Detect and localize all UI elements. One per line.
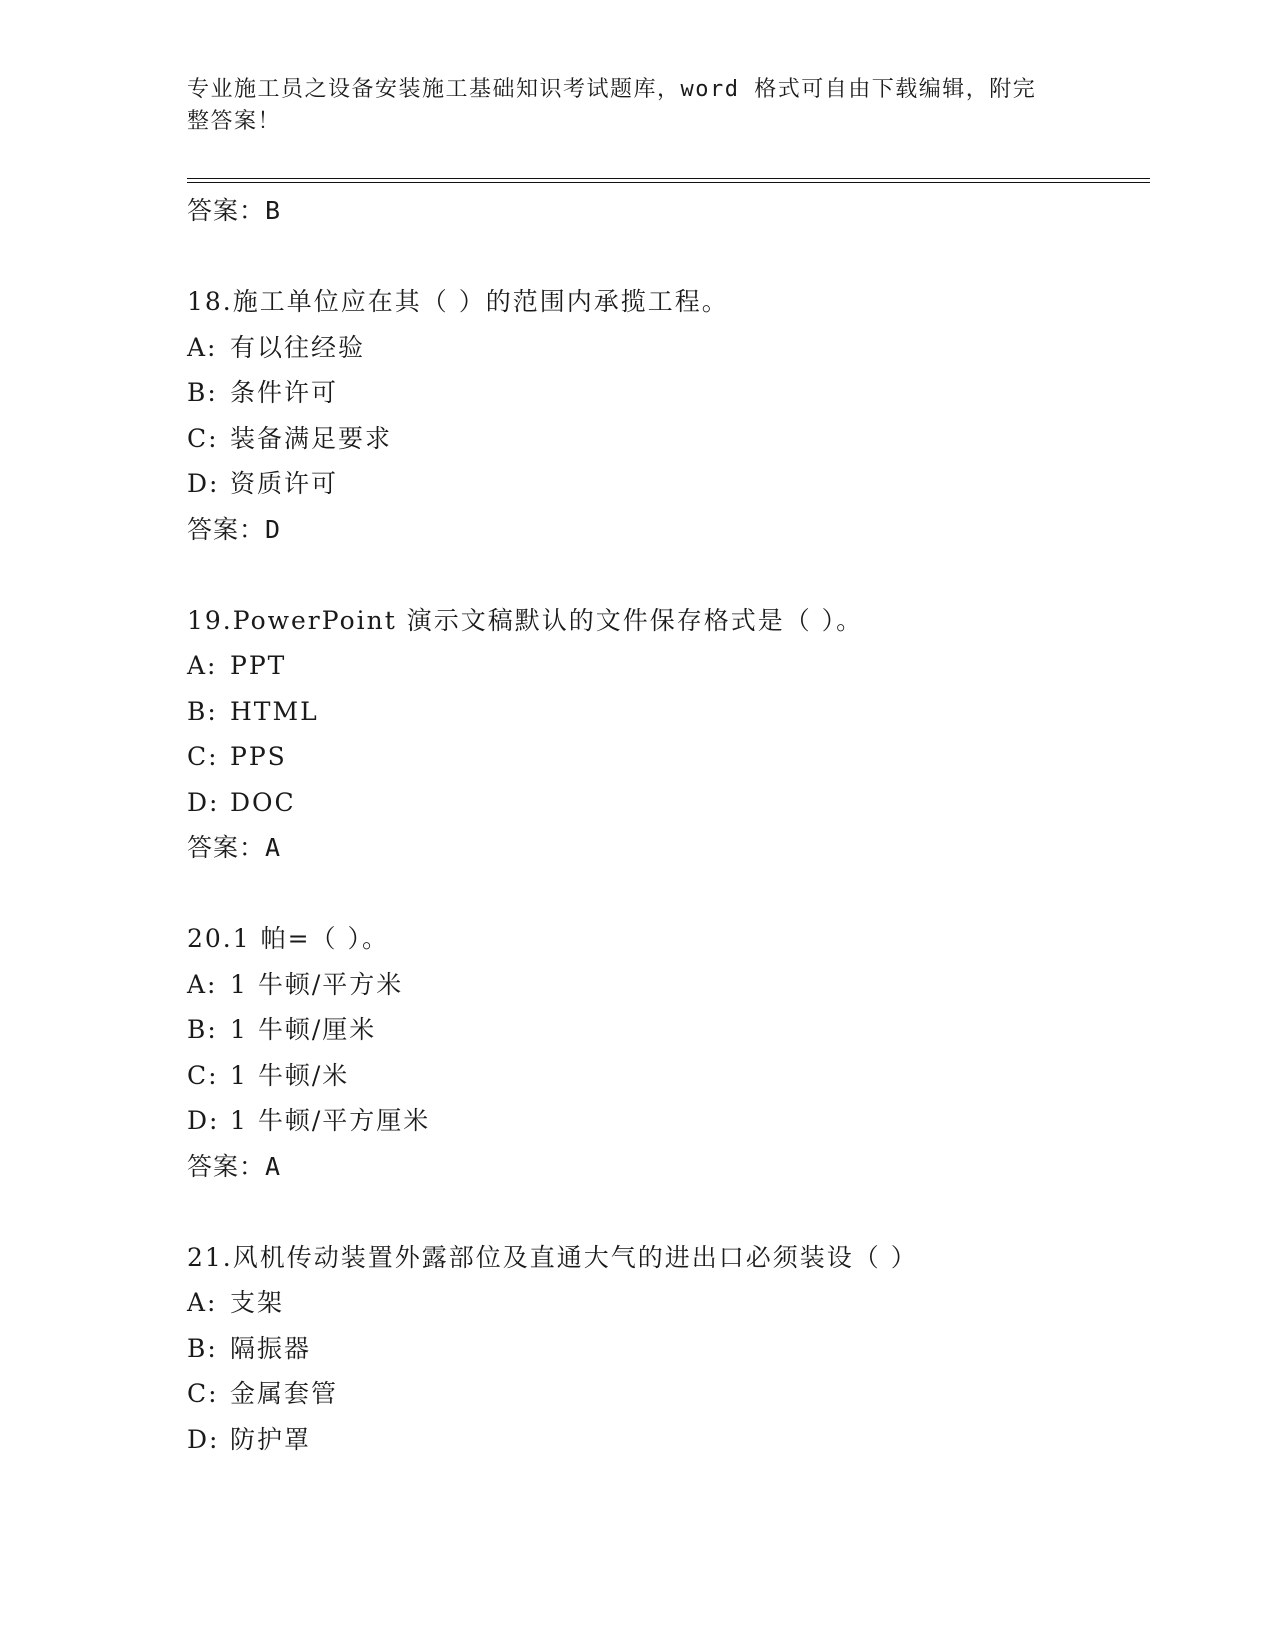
option-d — [187, 461, 1147, 507]
spacer — [187, 234, 1147, 280]
option-label: A: — [187, 651, 218, 680]
page-header — [187, 74, 1067, 138]
option-label: A: — [187, 1288, 218, 1317]
question-18 — [187, 279, 1147, 552]
option-a — [187, 643, 1147, 689]
option-a — [187, 325, 1147, 371]
option-a — [187, 1280, 1147, 1326]
option-b — [187, 370, 1147, 416]
option-text: HTML — [230, 696, 319, 726]
option-text: PPT — [230, 651, 287, 680]
option-label: B: — [187, 696, 218, 726]
option-text: PPS — [230, 742, 287, 771]
question-list — [187, 188, 1147, 1462]
answer-line: 答案：B — [187, 196, 282, 225]
answer-line: 答案：A — [187, 833, 282, 862]
question-21 — [187, 1235, 1147, 1463]
answer-line: 答案：D — [187, 514, 282, 544]
option-text: 隔振器 — [230, 1333, 312, 1363]
option-text: 有以往经验 — [230, 332, 366, 362]
option-d — [187, 1417, 1147, 1463]
question-stem: 18.施工单位应在其（ ）的范围内承揽工程。 — [187, 287, 729, 316]
option-label: B: — [187, 1015, 218, 1044]
option-d — [187, 1098, 1147, 1144]
option-text: 资质许可 — [230, 469, 339, 498]
option-text: 1 牛顿/厘米 — [230, 1015, 377, 1044]
spacer — [187, 871, 1147, 917]
question-stem: 20.1 帕=（ ）。 — [187, 924, 390, 953]
option-text: DOC — [230, 787, 296, 817]
option-label: B: — [187, 1333, 218, 1363]
option-b — [187, 1007, 1147, 1053]
header-line-1: 专业施工员之设备安装施工基础知识考试题库，word 格式可自由下载编辑，附完 — [187, 77, 1037, 102]
option-label: C: — [187, 742, 219, 771]
option-label: D: — [187, 1106, 220, 1135]
question-19 — [187, 598, 1147, 871]
option-text: 金属套管 — [230, 1379, 339, 1408]
header-line-2: 整答案！ — [187, 109, 282, 134]
spacer — [187, 1189, 1147, 1235]
option-label: D: — [187, 787, 220, 817]
option-text: 防护罩 — [230, 1424, 312, 1454]
option-c — [187, 416, 1147, 462]
option-c — [187, 1053, 1147, 1099]
option-label: B: — [187, 378, 218, 407]
option-text: 1 牛顿/米 — [230, 1060, 350, 1090]
option-b — [187, 689, 1147, 735]
option-a — [187, 962, 1147, 1008]
spacer — [187, 552, 1147, 598]
option-b — [187, 1326, 1147, 1372]
question-stem: 19.PowerPoint 演示文稿默认的文件保存格式是（ ）。 — [187, 605, 864, 635]
option-label: A: — [187, 332, 218, 362]
option-text: 支架 — [230, 1288, 285, 1317]
option-label: D: — [187, 1424, 220, 1454]
option-text: 1 牛顿/平方厘米 — [230, 1106, 431, 1135]
option-d — [187, 780, 1147, 826]
option-label: C: — [187, 1060, 219, 1090]
option-label: A: — [187, 969, 218, 999]
question-20 — [187, 916, 1147, 1189]
option-c — [187, 1371, 1147, 1417]
question-stem: 21.风机传动装置外露部位及直通大气的进出口必须装设（ ） — [187, 1242, 918, 1272]
header-divider — [187, 178, 1150, 183]
option-label: C: — [187, 1379, 219, 1408]
option-text: 1 牛顿/平方米 — [230, 969, 404, 999]
option-c — [187, 734, 1147, 780]
option-text: 条件许可 — [230, 378, 339, 407]
answer-line: 答案：A — [187, 1151, 282, 1181]
option-label: D: — [187, 469, 220, 498]
option-label: C: — [187, 423, 219, 453]
option-text: 装备满足要求 — [230, 423, 393, 453]
